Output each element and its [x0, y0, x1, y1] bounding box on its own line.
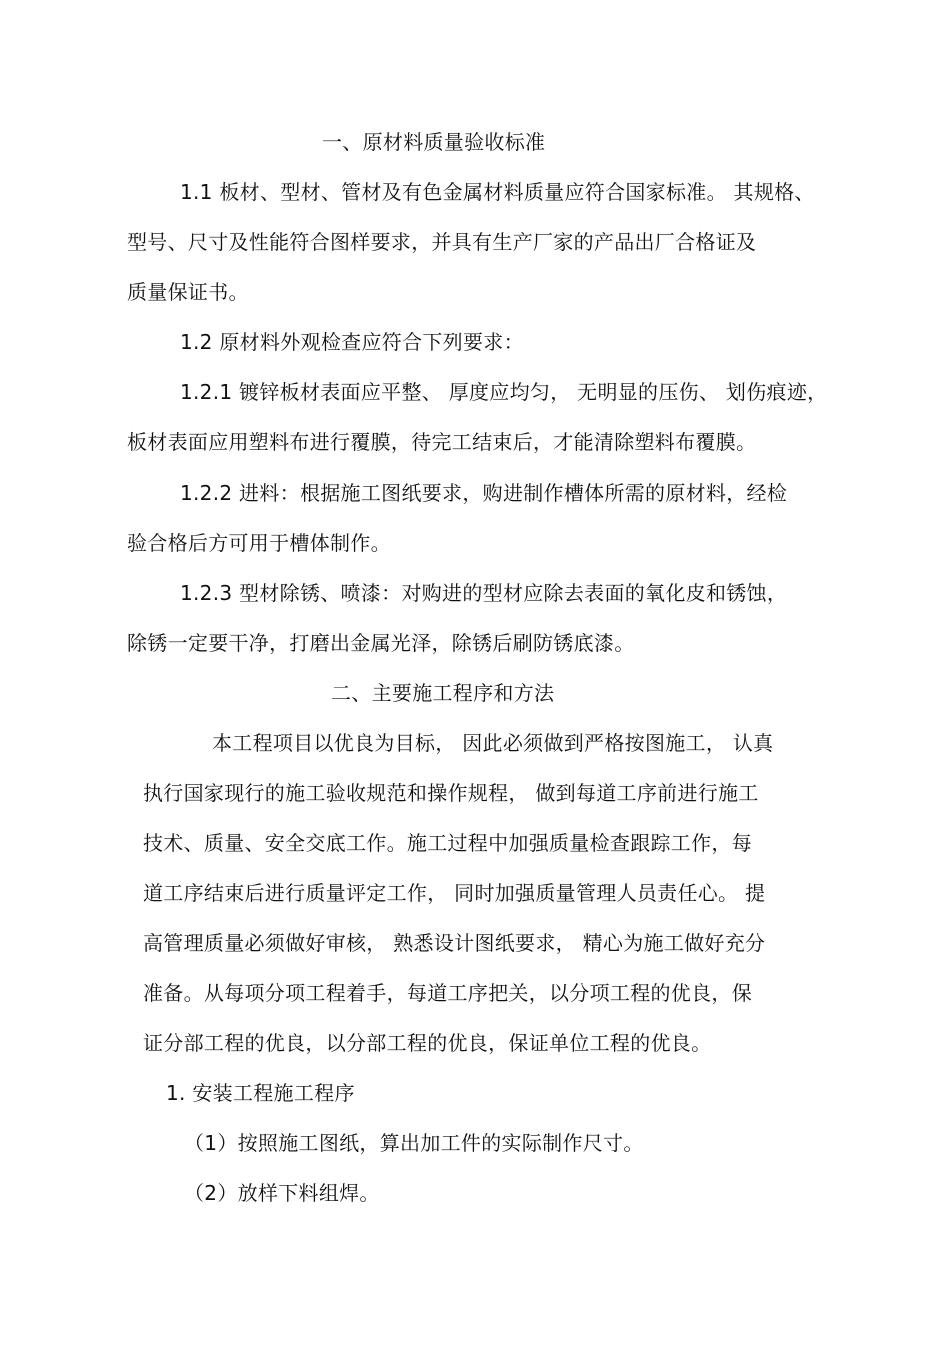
paragraph-2-line-7: 证分部工程的优良，以分部工程的优良，保证单位工程的优良。: [143, 1031, 712, 1055]
paragraph-1-2-3-line-2: 除锈一定要干净，打磨出金属光泽，除锈后刷防锈底漆。: [127, 631, 635, 655]
paragraph-1-1-line-1: 1.1 板材、型材、管材及有色金属材料质量应符合国家标准。 其规格、: [180, 180, 815, 204]
paragraph-1-2-1-line-1: 1.2.1 镀锌板材表面应平整、 厚度应均匀， 无明显的压伤、 划伤痕迹，: [180, 380, 828, 404]
paragraph-1-2-1-line-2: 板材表面应用塑料布进行覆膜，待完工结束后，才能清除塑料布覆膜。: [127, 430, 757, 454]
list-subitem-2: （2）放样下料组焊。: [184, 1181, 380, 1205]
paragraph-1-2-2-line-2: 验合格后方可用于槽体制作。: [127, 531, 391, 555]
paragraph-1-1-line-2: 型号、尺寸及性能符合图样要求，并具有生产厂家的产品出厂合格证及: [127, 230, 757, 254]
paragraph-1-2: 1.2 原材料外观检查应符合下列要求：: [180, 330, 524, 354]
paragraph-2-line-4: 道工序结束后进行质量评定工作， 同时加强质量管理人员责任心。 提: [143, 881, 766, 905]
paragraph-2-line-5: 高管理质量必须做好审核， 熟悉设计图纸要求， 精心为施工做好充分: [143, 931, 766, 955]
paragraph-2-line-1: 本工程项目以优良为目标， 因此必须做到严格按图施工， 认真: [212, 731, 774, 755]
paragraph-2-line-6: 准备。从每项分项工程着手，每道工序把关，以分项工程的优良，保: [143, 981, 752, 1005]
paragraph-1-2-3-line-1: 1.2.3 型材除锈、喷漆：对购进的型材应除去表面的氧化皮和锈蚀，: [180, 581, 788, 605]
paragraph-1-1-line-3: 质量保证书。: [127, 280, 249, 304]
paragraph-2-line-2: 执行国家现行的施工验收规范和操作规程， 做到每道工序前进行施工: [143, 781, 759, 805]
list-item-installation-procedure: 1. 安装工程施工程序: [166, 1081, 355, 1105]
paragraph-2-line-3: 技术、质量、安全交底工作。施工过程中加强质量检查跟踪工作，每: [143, 831, 752, 855]
section-heading-raw-material-standards: 一、原材料质量验收标准: [322, 130, 546, 154]
list-subitem-1: （1）按照施工图纸，算出加工件的实际制作尺寸。: [184, 1131, 644, 1155]
paragraph-1-2-2-line-1: 1.2.2 进料：根据施工图纸要求，购进制作槽体所需的原材料，经检: [180, 481, 788, 505]
section-heading-construction-procedures: 二、主要施工程序和方法: [331, 681, 555, 705]
